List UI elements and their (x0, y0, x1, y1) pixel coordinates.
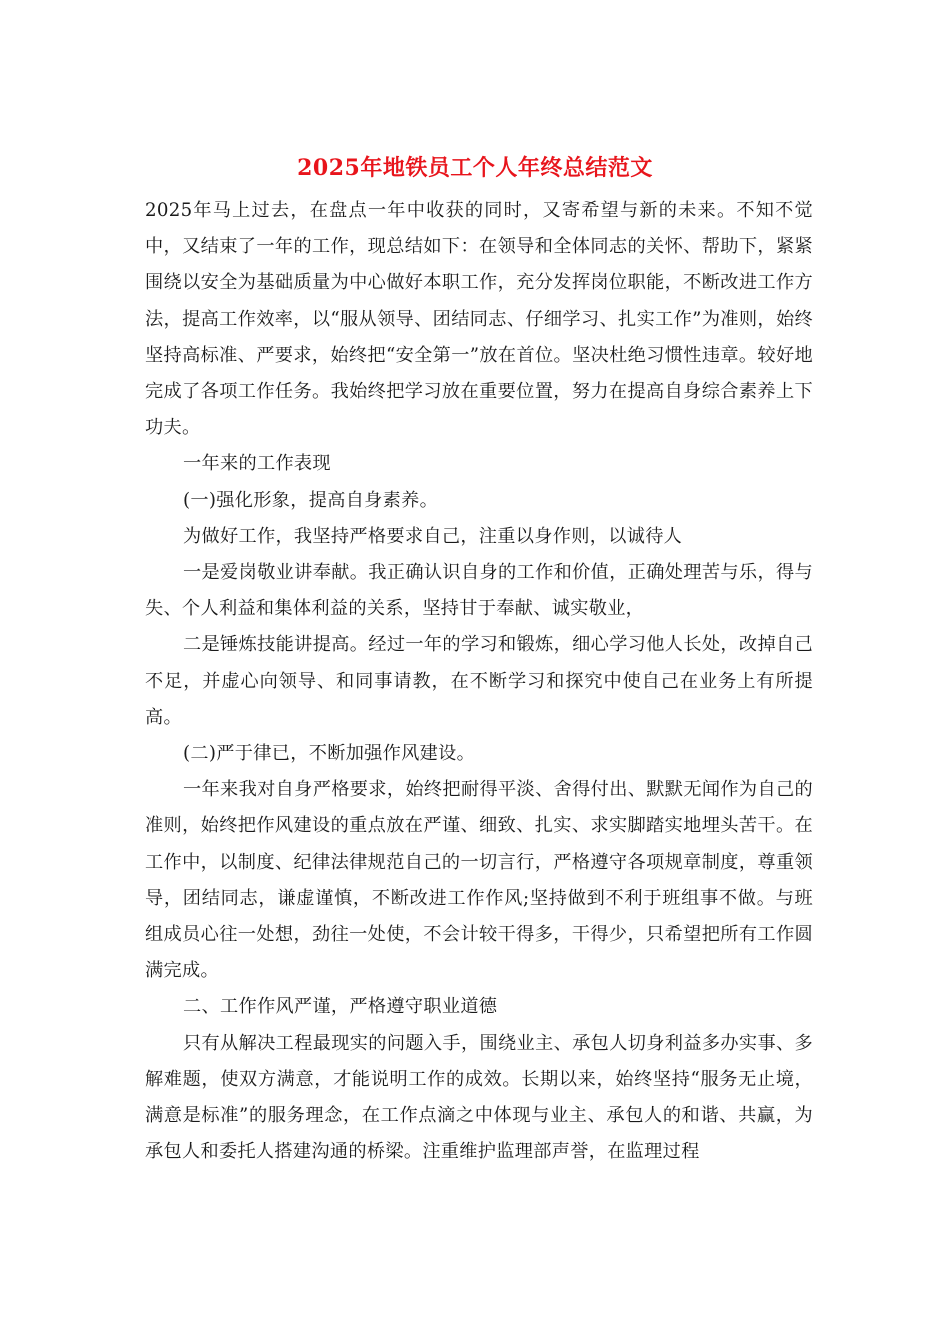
document-title: 2025年地铁员工个人年终总结范文 (297, 155, 653, 181)
subsection-heading-2: (二)严于律已，不断加强作风建设。 (183, 743, 476, 765)
paragraph: 为做好工作，我坚持严格要求自己，注重以身作则，以诚待人 (183, 525, 683, 547)
paragraph: 只有从解决工程最现实的问题入手，围绕业主、承包人切身利益多办实事、多解难题，使双方满意，才能说明工作的成效。长期以来，始终坚持“服务无止境，满意是标准”的服务理念，在工作点滴之中体现与业主、承包人的和谐、共赢，为承包人和委托人搭建沟通的桥梁。注重维护监理部声誉，在监理过程 (145, 1032, 813, 1163)
paragraph: 一是爱岗敬业讲奉献。我正确认识自身的工作和价值，正确处理苦与乐，得与失、个人利益和集体利益的关系，坚持甘于奉献、诚实敬业， (145, 562, 813, 620)
document-body (145, 193, 813, 1170)
paragraph: 二是锤炼技能讲提高。经过一年的学习和锻炼，细心学习他人长处，改掉自己不足，并虚心向领导、和同事请教，在不断学习和探究中使自己在业务上有所提高。 (145, 634, 813, 728)
paragraph: 一年来我对自身严格要求，始终把耐得平淡、舍得付出、默默无闻作为自己的准则，始终把作风建设的重点放在严谨、细致、扎实、求实脚踏实地埋头苦干。在工作中，以制度、纪律法律规范自己的一切言行，严格遵守各项规章制度，尊重领导，团结同志，谦虚谨慎，不断改进工作作风;坚持做到不利于班组事不做。与班组成员心往一处想，劲往一处使，不会计较干得多，干得少，只希望把所有工作圆满完成。 (145, 779, 813, 982)
section-heading-work-style: 二、工作作风严谨，严格遵守职业道德 (183, 996, 498, 1018)
section-heading-work-performance: 一年来的工作表现 (183, 453, 331, 475)
subsection-heading-1: (一)强化形象，提高自身素养。 (183, 489, 439, 511)
paragraph-intro: 2025年马上过去，在盘点一年中收获的同时，又寄希望与新的未来。不知不觉中，又结束了一年的工作，现总结如下：在领导和全体同志的关怀、帮助下，紧紧围绕以安全为基础质量为中心做好本职工作，充分发挥岗位职能，不断改进工作方法，提高工作效率，以“服从领导、团结同志、仔细学习、扎实工作”为准则，始终坚持高标准、严要求，始终把“安全第一”放在首位。坚决杜绝习惯性违章。较好地完成了各项工作任务。我始终把学习放在重要位置，努力在提高自身综合素养上下功夫。 (145, 200, 813, 439)
